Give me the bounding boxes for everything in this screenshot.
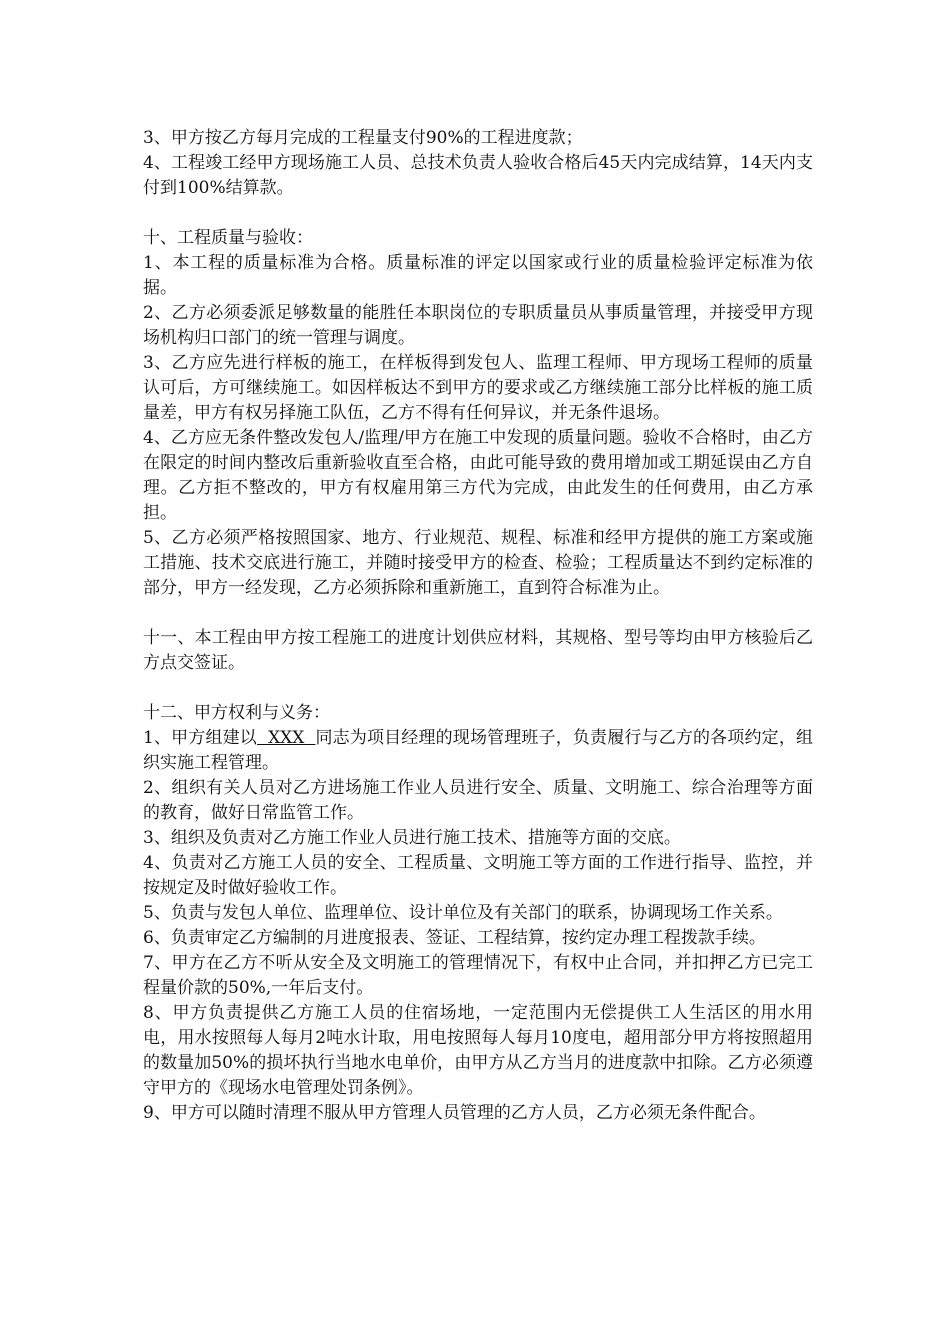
rights-item-1-suffix: 同志为项目经理的现场管理班子，负责履行与乙方的各项约定，组织实施工程管理。 bbox=[143, 728, 813, 773]
payment-item-4: 4、工程竣工经甲方现场施工人员、总技术负责人验收合格后45天内完成结算，14天内支付到100%结算款。 bbox=[143, 153, 813, 198]
spacer bbox=[143, 201, 813, 226]
quality-item-3: 3、乙方应先进行样板的施工，在样板得到发包人、监理工程师、甲方现场工程师的质量认可后，方可继续施工。如因样板达不到甲方的要求或乙方继续施工部分比样板的施工质量差，甲方有权另择施工队伍，乙方不得有任何异议，并无条件退场。 bbox=[143, 353, 813, 423]
section-10-heading: 十、工程质量与验收： bbox=[143, 228, 313, 248]
quality-item-5: 5、乙方必须严格按照国家、地方、行业规范、规程、标准和经甲方提供的施工方案或施工措施、技术交底进行施工，并随时接受甲方的检查、检验；工程质量达不到约定标准的部分，甲方一经发现，乙方必须拆除和重新施工，直到符合标准为止。 bbox=[143, 528, 813, 598]
rights-item-5: 5、负责与发包人单位、监理单位、设计单位及有关部门的联系，协调现场工作关系。 bbox=[143, 903, 783, 923]
rights-item-6: 6、负责审定乙方编制的月进度报表、签证、工程结算，按约定办理工程拨款手续。 bbox=[143, 928, 766, 948]
rights-item-8: 8、甲方负责提供乙方施工人员的住宿场地，一定范围内无偿提供工人生活区的用水用电，用水按照每人每月2吨水计取，用电按照每人每月10度电，超用部分甲方将按照超用的数量加50%的损坏执行当地水电单价，由甲方从乙方当月的进度款中扣除。乙方必须遵守甲方的《现场水电管理处罚条例》。 bbox=[143, 1003, 813, 1098]
payment-item-3: 3、甲方按乙方每月完成的工程量支付90%的工程进度款； bbox=[143, 128, 583, 148]
rights-item-4: 4、负责对乙方施工人员的安全、工程质量、文明施工等方面的工作进行指导、监控，并按规定及时做好验收工作。 bbox=[143, 853, 813, 898]
project-manager-name: XXX bbox=[256, 728, 316, 748]
quality-item-4: 4、乙方应无条件整改发包人/监理/甲方在施工中发现的质量问题。验收不合格时，由乙方在限定的时间内整改后重新验收直至合格，由此可能导致的费用增加或工期延误由乙方自理。乙方拒不整改的，甲方有权雇用第三方代为完成，由此发生的任何费用，由乙方承担。 bbox=[143, 428, 813, 523]
spacer bbox=[143, 601, 813, 626]
rights-item-2: 2、组织有关人员对乙方进场施工作业人员进行安全、质量、文明施工、综合治理等方面的教育，做好日常监管工作。 bbox=[143, 778, 813, 823]
rights-item-1-prefix: 1、甲方组建以 bbox=[143, 728, 257, 748]
quality-item-2: 2、乙方必须委派足够数量的能胜任本职岗位的专职质量员从事质量管理，并接受甲方现场机构归口部门的统一管理与调度。 bbox=[143, 303, 813, 348]
spacer bbox=[143, 676, 813, 701]
quality-item-1: 1、本工程的质量标准为合格。质量标准的评定以国家或行业的质量检验评定标准为依据。 bbox=[143, 253, 813, 298]
section-12-heading: 十二、甲方权利与义务： bbox=[143, 703, 330, 723]
section-11-text: 十一、本工程由甲方按工程施工的进度计划供应材料，其规格、型号等均由甲方核验后乙方点交签证。 bbox=[143, 628, 813, 673]
rights-item-1 bbox=[143, 726, 813, 776]
rights-item-7: 7、甲方在乙方不听从安全及文明施工的管理情况下，有权中止合同，并扣押乙方已完工程量价款的50%,一年后支付。 bbox=[143, 953, 813, 998]
document-page bbox=[143, 126, 813, 1126]
rights-item-9: 9、甲方可以随时清理不服从甲方管理人员管理的乙方人员，乙方必须无条件配合。 bbox=[143, 1103, 766, 1123]
rights-item-3: 3、组织及负责对乙方施工作业人员进行施工技术、措施等方面的交底。 bbox=[143, 828, 681, 848]
